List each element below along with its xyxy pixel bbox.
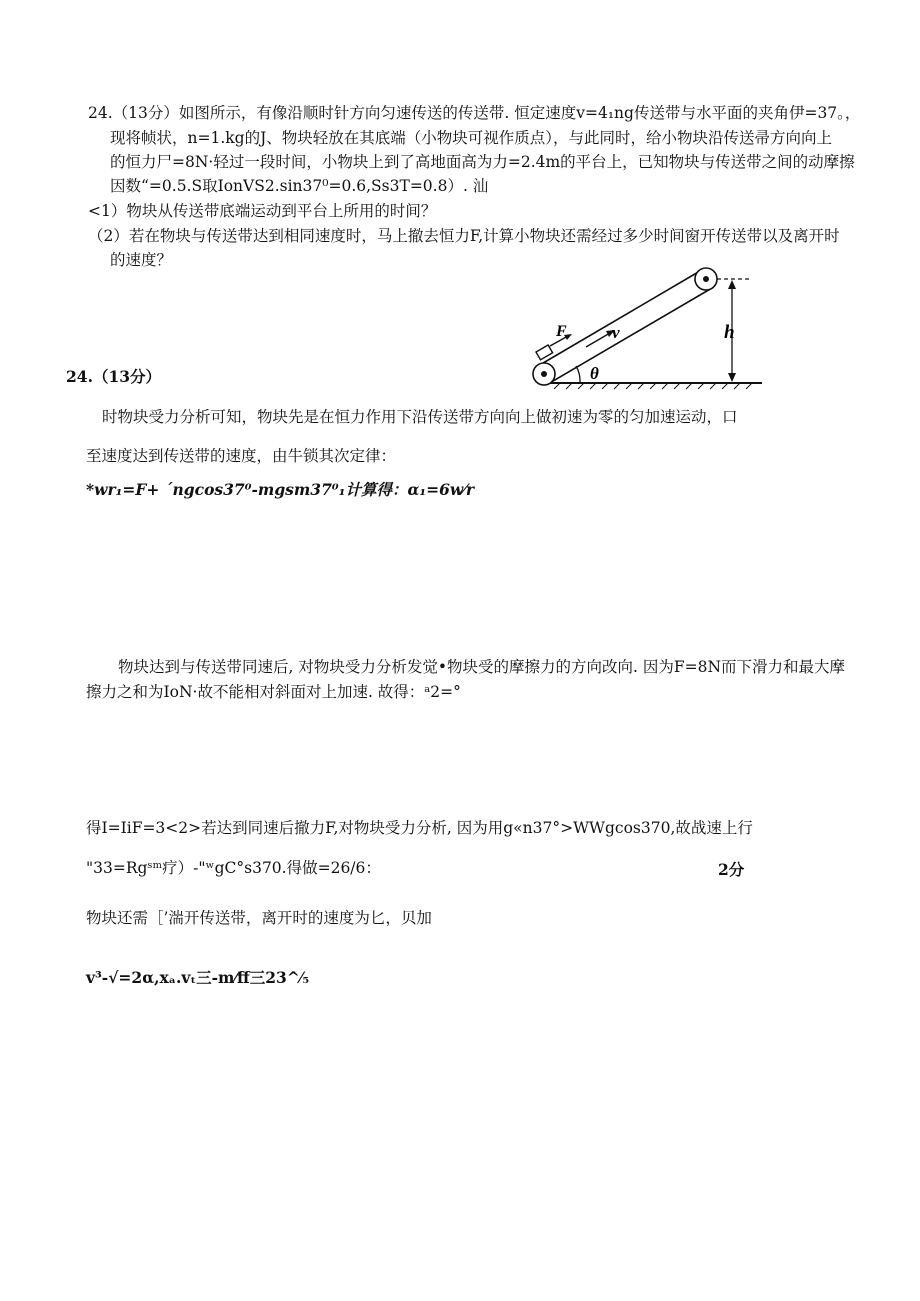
problem-line-3: 的恒力尸=8N·轻过一段时间，小物块上到了高地面高为力=2.4m的平台上，已知物块与传送带之间的动摩擦	[110, 153, 855, 171]
angle-label: θ	[590, 364, 599, 383]
solution-equation-1: *wr₁=F+ ˊngcos37⁰-mgsm37⁰₁计算得：α₁=6w⁄r	[86, 480, 475, 499]
belt-top-edge	[538, 271, 700, 366]
solution-paragraph-2: 至速度达到传送带的速度，由牛锁其次定律：	[86, 447, 397, 465]
problem-line-1: 24.（13分）如图所示，有像沿顺时针方向匀速传送的传送带. 恒定速度v=4₁ng传送带与水平面的夹角伊=37。，	[88, 104, 861, 122]
belt-bottom-edge	[548, 288, 712, 384]
solution-heading: 24.（13分）	[66, 367, 162, 386]
solution-paragraph-3: 物块达到与传送带同速后, 对物块受力分析发觉•物块受的摩擦力的方向改向. 因为F=8N而下滑力和最大摩	[118, 658, 846, 676]
solution-paragraph-1: 时物块受力分析可知，物块先是在恒力作用下沿传送带方向向上做初速为零的匀加速运动，口	[102, 408, 738, 426]
solution-equation-2: "33=Rgˢᵐ疗）-"ʷgC°s370.得做=26/6：	[86, 859, 381, 877]
force-label: F	[556, 323, 567, 340]
score-label: 2分	[718, 860, 745, 879]
block	[536, 345, 553, 360]
problem-line-4: 因数“=0.5.S取IonVS2.sin37⁰=0.6,Ss3T=0.8）. 汕	[110, 177, 489, 195]
problem-question-1: <1）物块从传送带底端运动到平台上所用的时间？	[88, 202, 437, 220]
conveyor-belt-diagram	[520, 262, 770, 392]
problem-question-2: （2）若在物块与传送带达到相同速度时，马上撤去恒力F,计算小物块还需经过多少时间窗开传送带以及离开时	[88, 227, 840, 245]
solution-paragraph-3-cont: 擦力之和为IoN·故不能相对斜面对上加速. 故得：ᵃ2=°	[86, 683, 461, 701]
solution-paragraph-4: 得I=IiF=3<2>若达到同速后撤力F,对物块受力分析, 因为用g«n37°>WWgcos370,故战速上行	[86, 819, 753, 837]
velocity-label: v	[612, 323, 620, 342]
solution-equation-3: v³-√=2α,xₐ.vₜ三-m⁄ff三23^⁄₅	[86, 968, 310, 987]
solution-paragraph-5: 物块还需［’湍开传送带，离开时的速度为匕，贝加	[86, 909, 432, 927]
height-label: h	[724, 322, 735, 343]
problem-question-2-cont: 的速度？	[110, 251, 173, 269]
problem-line-2: 现将帧状，n=1.kg的J、物块轻放在其底端（小物块可视作质点），与此同时，给小物块沿传送帚方向向上	[110, 129, 833, 147]
angle-arc	[576, 366, 580, 383]
